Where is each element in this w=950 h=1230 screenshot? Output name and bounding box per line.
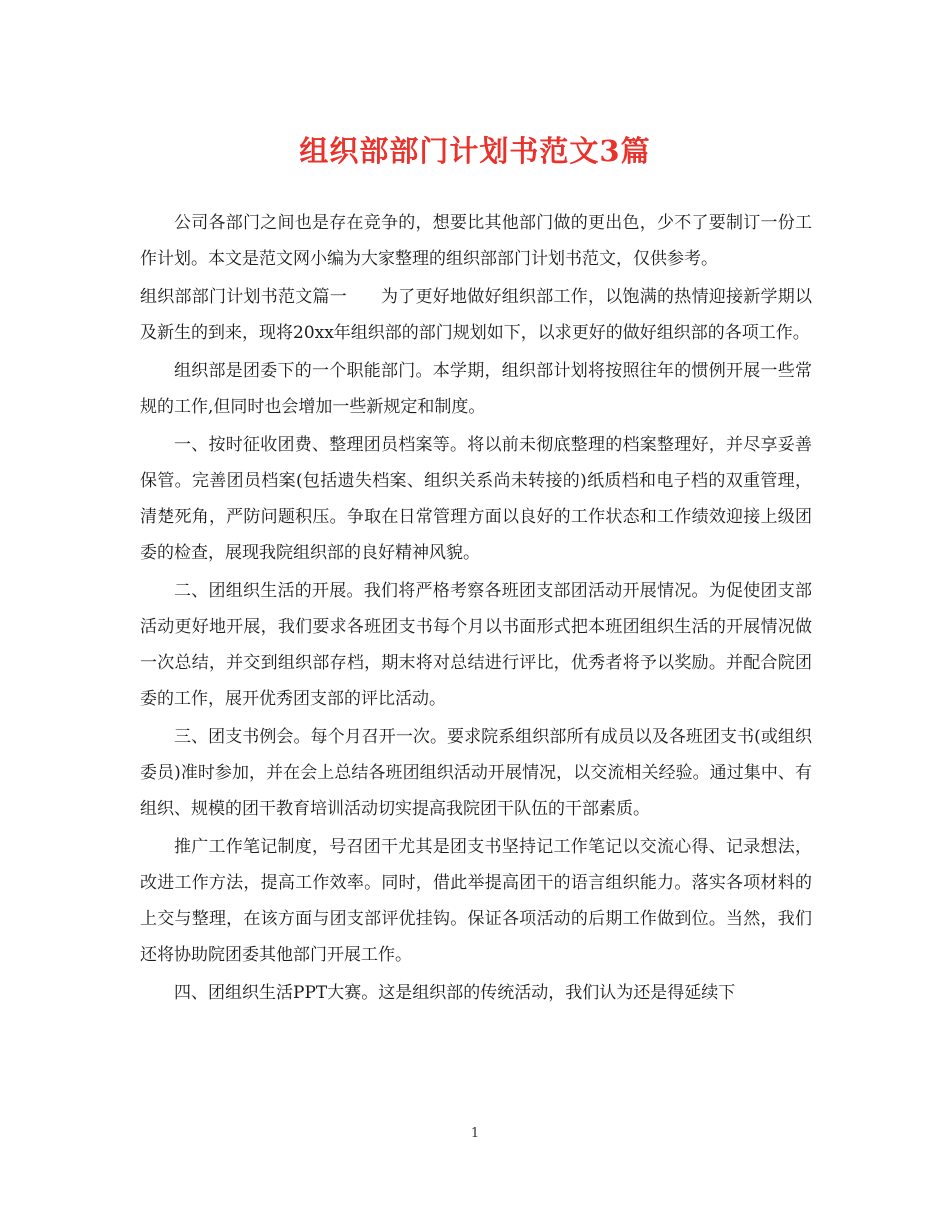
intro-paragraph: 公司各部门之间也是存在竞争的，想要比其他部门做的更出色，少不了要制订一份工作计划。本文是范文网小编为大家整理的组织部部门计划书范文，仅供参考。 — [140, 213, 812, 269]
paragraph-item-one: 一、按时征收团费、整理团员档案等。将以前未彻底整理的档案整理好，并尽享妥善保管。完善团员档案(包括遗失档案、组织关系尚未转接的)纸质档和电子档的双重管理，清楚死角，严防问题积压。争取在日常管理方面以良好的工作状态和工作绩效迎接上级团委的检查，展现我院组织部的良好精神风貌。 — [140, 435, 812, 563]
paragraph-item-two: 二、团组织生活的开展。我们将严格考察各班团支部团活动开展情况。为促使团支部活动更好地开展，我们要求各班团支书每个月以书面形式把本班团组织生活的开展情况做一次总结，并交到组织部存档，期末将对总结进行评比，优秀者将予以奖励。并配合院团委的工作，展开优秀团支部的评比活动。 — [140, 581, 812, 709]
document-title: 组织部部门计划书范文3篇 — [299, 134, 651, 168]
section-heading: 组织部部门计划书范文篇一 — [140, 287, 347, 307]
paragraph-item-four: 四、团组织生活PPT大赛。这是组织部的传统活动，我们认为还是得延续下 — [174, 983, 736, 1003]
paragraph-item-three: 三、团支书例会。每个月召开一次。要求院系组织部所有成员以及各班团支书(或组织委员)准时参加，并在会上总结各班团组织活动开展情况，以交流相关经验。通过集中、有组织、规模的团干教育培训活动切实提高我院团干队伍的干部素质。 — [140, 727, 812, 819]
section-one-text: 为了更好地做好组织部工作，以饱满的热情迎接新学期以及新生的到来，现将20xx年组织部的部门规划如下，以求更好的做好组织部的各项工作。 — [140, 287, 812, 343]
page-number: 1 — [470, 1126, 480, 1141]
document-body — [140, 205, 812, 1013]
paragraph-notes: 推广工作笔记制度，号召团干尤其是团支书坚持记工作笔记以交流心得、记录想法，改进工作方法，提高工作效率。同时，借此举提高团干的语言组织能力。落实各项材料的上交与整理，在该方面与团支部评优挂钩。保证各项活动的后期工作做到位。当然，我们还将协助院团委其他部门开展工作。 — [140, 837, 812, 965]
paragraph-overview: 组织部是团委下的一个职能部门。本学期，组织部计划将按照往年的惯例开展一些常规的工作,但同时也会增加一些新规定和制度。 — [140, 361, 812, 417]
section-one-paragraph — [140, 279, 812, 351]
